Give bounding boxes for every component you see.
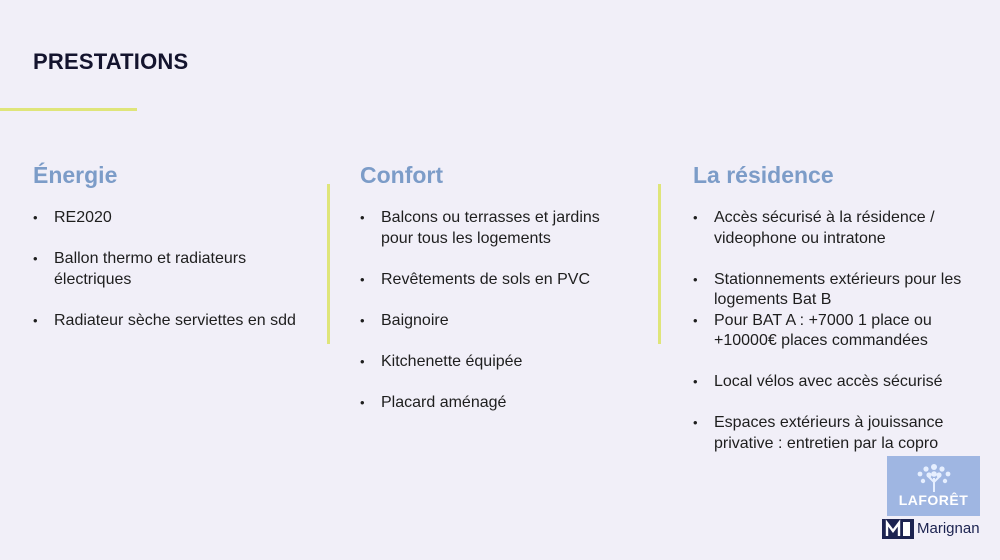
list-item: • Stationnements extérieurs pour les logements Bat B [693,270,968,311]
list-item: • Pour BAT A : +7000 1 place ou +10000€ places commandées [693,311,968,352]
column-energie [33,162,303,352]
list-item: • Radiateur sèche serviettes en sdd [33,311,303,332]
laforet-logo [887,456,980,516]
column-confort [360,162,635,434]
list-item: • Revêtements de sols en PVC [360,270,635,291]
bullet-list [33,208,303,331]
list-item: • Espaces extérieurs à jouissance privative : entretien par la copro [693,413,968,454]
column-heading: La résidence [693,162,834,188]
list-item: • Balcons ou terrasses et jardins pour tous les logements [360,208,635,249]
list-item: • Accès sécurisé à la résidence / videophone ou intratone [693,208,968,249]
marignan-mark-icon [882,519,914,539]
page-title: PRESTATIONS [33,49,189,74]
list-item: • RE2020 [33,208,303,229]
column-heading: Confort [360,162,444,188]
list-item: • Local vélos avec accès sécurisé [693,372,968,393]
bullet-list [360,208,635,413]
tree-icon [913,462,955,492]
column-residence [693,162,968,475]
column-divider [327,184,330,344]
list-item: • Ballon thermo et radiateurs électriques [33,249,303,290]
list-item: • Kitchenette équipée [360,352,635,373]
column-divider [658,184,661,344]
column-heading: Énergie [33,162,118,188]
laforet-wordmark: LAFORÊT [898,492,969,508]
bullet-list [693,208,968,454]
marignan-wordmark: Marignan [917,520,980,537]
list-item: • Baignoire [360,311,635,332]
list-item: • Placard aménagé [360,393,635,414]
title-underline [0,108,137,111]
